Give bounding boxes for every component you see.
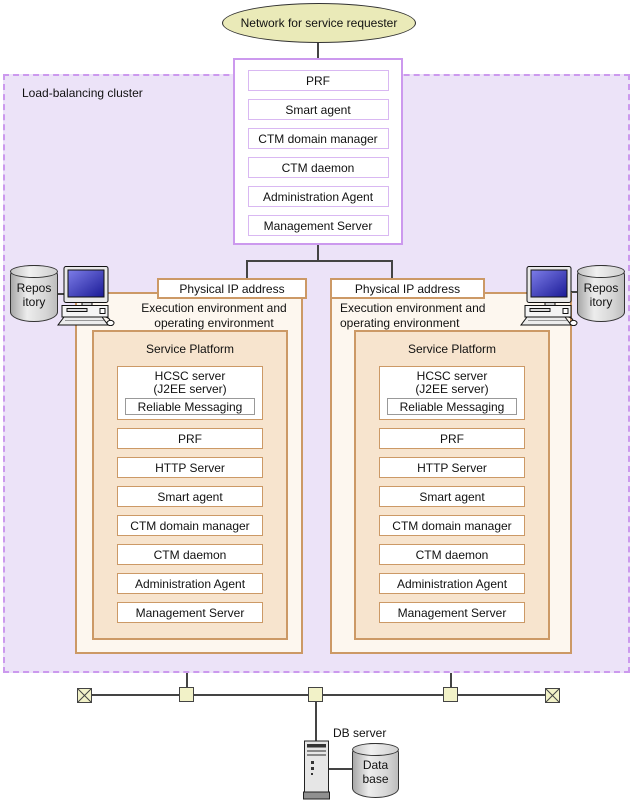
cluster-right-bus-line xyxy=(450,673,452,688)
cluster-label: Load-balancing cluster xyxy=(22,86,143,100)
network-requester-ellipse xyxy=(222,3,416,43)
stack-item: CTM domain manager xyxy=(248,128,389,149)
bus-to-db-line xyxy=(315,701,317,741)
physical-ip-label: Physical IP address xyxy=(179,281,285,296)
stack-item: PRF xyxy=(248,70,389,91)
branch-left-drop-line xyxy=(246,260,248,278)
bus-node-icon xyxy=(443,687,458,702)
environment-label: Execution environment and operating environment xyxy=(340,301,486,330)
environment-label: Execution environment and operating environment xyxy=(141,301,287,330)
cluster-left-bus-line xyxy=(186,673,188,688)
sp-item: CTM domain manager xyxy=(117,515,263,536)
stack-item: Administration Agent xyxy=(248,186,389,207)
service-platform-title: Service Platform xyxy=(407,342,497,356)
execution-environment-right xyxy=(330,281,572,654)
sp-item: Management Server xyxy=(117,602,263,623)
sp-item: HTTP Server xyxy=(117,457,263,478)
db-to-database-line xyxy=(329,768,353,770)
hcsc-server-box: HCSC server (J2EE server) Reliable Messaging xyxy=(117,366,263,420)
physical-ip-box xyxy=(330,278,485,299)
desktop-computer-icon xyxy=(518,266,578,326)
sp-item: CTM daemon xyxy=(117,544,263,565)
database-label: Data base xyxy=(362,758,389,786)
bus-node-icon xyxy=(179,687,194,702)
bus-node-icon xyxy=(308,687,323,702)
sp-item: Administration Agent xyxy=(117,573,263,594)
sp-item: CTM daemon xyxy=(379,544,525,565)
sp-item: PRF xyxy=(379,428,525,449)
repository-label: Repos itory xyxy=(16,281,52,309)
sp-item: HTTP Server xyxy=(379,457,525,478)
sp-item: Smart agent xyxy=(379,486,525,507)
reliable-messaging-box: Reliable Messaging xyxy=(125,398,255,415)
bus-terminator-icon xyxy=(545,688,560,703)
hcsc-server-box: HCSC server (J2EE server) Reliable Messaging xyxy=(379,366,525,420)
service-platform-box xyxy=(92,330,288,640)
sp-item: CTM domain manager xyxy=(379,515,525,536)
sp-item: Management Server xyxy=(379,602,525,623)
sp-item: Administration Agent xyxy=(379,573,525,594)
service-platform-box xyxy=(354,330,550,640)
network-requester-label: Network for service requester xyxy=(240,16,398,30)
repository-cylinder-icon xyxy=(577,265,625,322)
reliable-messaging-box: Reliable Messaging xyxy=(387,398,517,415)
physical-ip-box xyxy=(157,278,307,299)
stack-item: Smart agent xyxy=(248,99,389,120)
physical-ip-label: Physical IP address xyxy=(354,281,461,296)
gateway-stack-box xyxy=(233,58,403,245)
database-cylinder-icon xyxy=(352,743,399,798)
stack-item: CTM daemon xyxy=(248,157,389,178)
repository-label: Repos itory xyxy=(583,281,619,309)
branch-right-drop-line xyxy=(391,260,393,278)
sp-item: Smart agent xyxy=(117,486,263,507)
stack-item: Management Server xyxy=(248,215,389,236)
execution-environment-left xyxy=(75,281,303,654)
server-tower-icon xyxy=(303,740,330,800)
desktop-computer-icon xyxy=(55,266,115,326)
bus-terminator-icon xyxy=(77,688,92,703)
sp-item: PRF xyxy=(117,428,263,449)
branch-horizontal-line xyxy=(246,260,393,262)
db-server-label: DB server xyxy=(333,726,387,740)
repository-cylinder-icon xyxy=(10,265,58,322)
service-platform-title: Service Platform xyxy=(145,342,235,356)
